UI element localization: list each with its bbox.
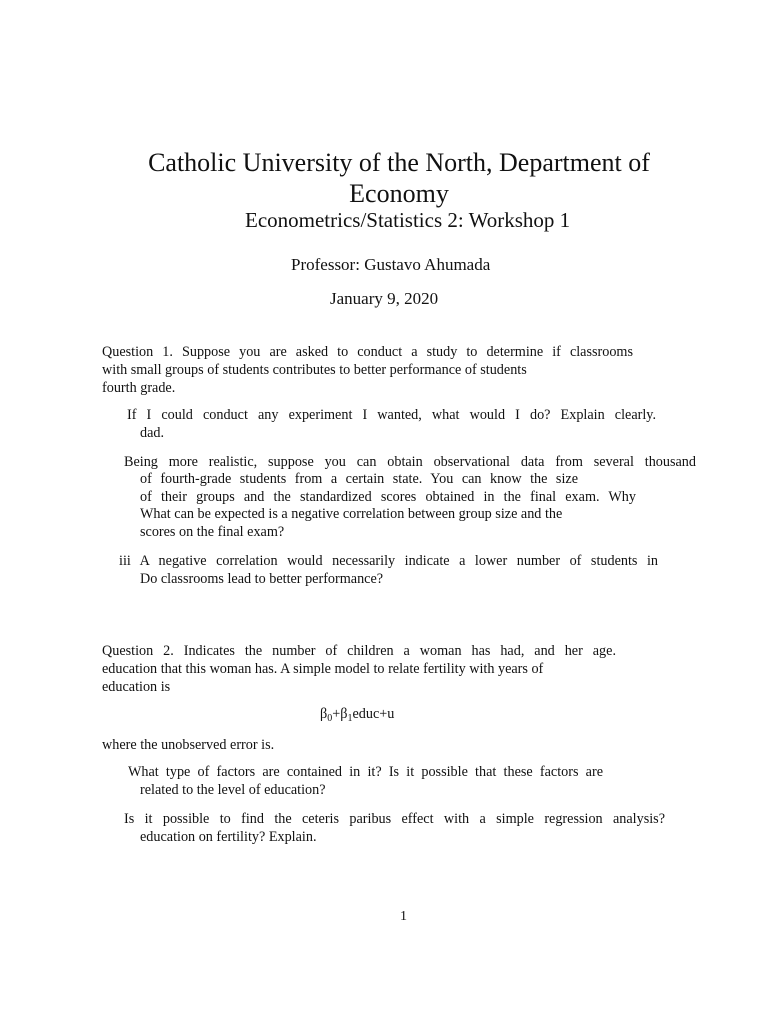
formula-rest: educ+u (352, 706, 395, 722)
document-title-line1: Catholic University of the North, Department of (148, 148, 650, 177)
q2-intro-line2: education that this woman has. A simple model to relate fertility with years of (102, 661, 544, 677)
q1-part-iii-line2: Do classrooms lead to better performance? (140, 571, 384, 587)
q1-part-ii-line3: of their groups and the standardized scores obtained in the final exam. Why (140, 489, 636, 505)
q1-intro-line1: Question 1. Suppose you are asked to conduct a study to determine if classrooms (102, 344, 633, 360)
document-date: January 9, 2020 (330, 289, 439, 308)
q2-part-ii-line2: education on fertility? Explain. (140, 829, 317, 845)
q2-after-formula: where the unobserved error is. (102, 737, 275, 753)
q2-intro-line1: Question 2. Indicates the number of children a woman has had, and her age. (102, 643, 616, 659)
q1-part-ii-line4: What can be expected is a negative correlation between group size and the (140, 506, 563, 522)
q1-intro-line2: with small groups of students contributes to better performance of students (102, 362, 527, 378)
subscript-one: 1 (347, 713, 353, 724)
professor-name: Professor: Gustavo Ahumada (291, 255, 491, 274)
q1-part-ii-line5: scores on the final exam? (140, 524, 285, 540)
q1-part-ii-line2: of fourth-grade students from a certain state. You can know the size (140, 471, 578, 487)
beta-symbol: β (320, 706, 328, 722)
q2-part-i-line1: What type of factors are contained in it? Is it possible that these factors are (128, 764, 603, 780)
q1-part-i-line2: dad. (140, 425, 165, 441)
q1-part-i-line1: If I could conduct any experiment I wanted, what would I do? Explain clearly. (127, 407, 656, 423)
q2-intro-line3: education is (102, 679, 171, 695)
subscript-zero: 0 (327, 713, 333, 724)
q1-intro-line3: fourth grade. (102, 380, 176, 396)
q1-part-iii-line1: iii A negative correlation would necessarily indicate a lower number of students in (119, 553, 658, 569)
document-subtitle: Econometrics/Statistics 2: Workshop 1 (245, 208, 571, 232)
q2-part-i-line2: related to the level of education? (140, 782, 326, 798)
page-number: 1 (400, 909, 407, 924)
plus-sign: + (332, 706, 341, 722)
regression-formula (320, 706, 394, 724)
q2-part-ii-line1: Is it possible to find the ceteris paribus effect with a simple regression analysis? (124, 811, 665, 827)
document-title-line2: Economy (349, 179, 449, 208)
q1-part-ii-line1: Being more realistic, suppose you can obtain observational data from several thousand (124, 454, 696, 470)
beta-symbol: β (340, 706, 348, 722)
